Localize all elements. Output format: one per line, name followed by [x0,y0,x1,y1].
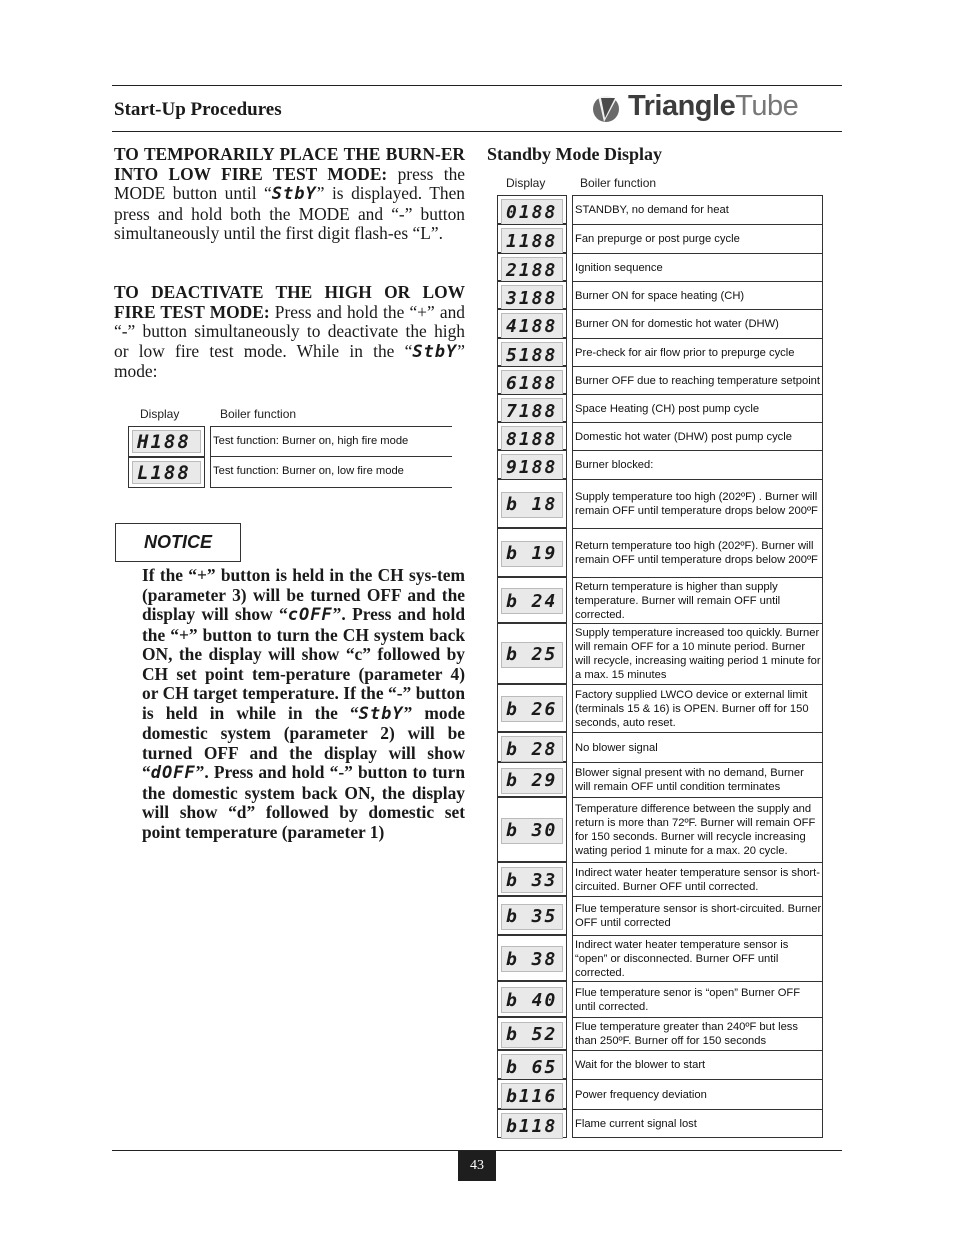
standby-function: Burner blocked: [572,450,823,479]
standby-function: Burner ON for space heating (CH) [572,281,823,309]
standby-function: STANDBY, no demand for heat [572,195,823,224]
lcd-readout: 5188 [501,342,563,368]
notice-text [142,566,465,842]
standby-display-cell [497,309,567,338]
notice-label: NOTICE [115,523,241,562]
standby-function: Return temperature too high (202ºF). Burner will remain OFF until temperature drops below 200ºF [572,528,823,577]
standby-display-cell [497,684,567,732]
test-table-header-function: Boiler function [220,407,297,421]
lcd-readout: 9188 [501,454,563,480]
lcd-readout: 3188 [501,285,563,311]
standby-display-cell [497,577,567,623]
p1-text-b: ” is displayed. Then press and hold both the MODE and “-” button simultaneously until the first digit flash-es “L”. [114,183,465,244]
test-display-high [128,426,205,457]
standby-display-cell [497,896,567,935]
standby-function: Wait for the blower to start [572,1050,823,1079]
standby-function: Indirect water heater temperature sensor is “open” or disconnected. Burner OFF until corrected. [572,935,823,981]
lcd-readout: b116 [501,1083,563,1109]
header-rule-top [112,85,842,86]
page-number: 43 [458,1151,496,1181]
notice-code-coff: cOFF [287,605,333,625]
lcd-readout: b 65 [501,1054,563,1080]
low-fire-test-paragraph [114,145,465,244]
standby-function: Pre-check for air flow prior to prepurge cycle [572,338,823,366]
p2-text-a: Press and hold the “+” and “-” button simultaneously to deactivate the high or low fire test mode. While in the “ [114,301,465,361]
standby-display-cell [497,422,567,450]
lcd-readout: 2188 [501,257,563,283]
standby-display-cell [497,195,567,224]
lcd-readout: b118 [501,1113,563,1139]
standby-function: Ignition sequence [572,253,823,281]
p2-text-b: ” mode: [114,340,465,382]
lcd-readout: 0188 [501,199,563,225]
standby-display-cell [497,732,567,762]
deactivate-test-heading: TO DEACTIVATE THE HIGH OR LOW FIRE TEST MODE: [114,282,465,322]
lcd-readout: b 30 [501,818,563,844]
standby-display-cell [497,394,567,422]
notice-code-doff: dOFF [150,763,196,783]
p2-display-code: StbY [412,341,458,362]
standby-display-cell [497,935,567,981]
triangle-tube-logo-icon [590,92,622,124]
standby-function: Blower signal present with no demand, Burner will remain OFF until condition terminates [572,762,823,797]
lcd-readout: b 24 [501,588,563,614]
standby-header-function: Boiler function [580,176,657,190]
notice-text-4: ”. Press and hold “-” button to turn the domestic system back ON, the display will show “d” followed by domestic set point temperature (parameter 1) [142,762,465,842]
standby-function: Flue temperature sensor is short-circuited. Burner OFF until corrected [572,896,823,935]
standby-display-cell [497,281,567,309]
test-table-header-display: Display [140,407,180,421]
test-function-low: Test function: Burner on, low fire mode [210,457,452,488]
notice-text-3: ” mode domestic system (parameter 2) will be turned OFF and the display will show “ [142,702,466,782]
notice-code-stby: StbY [358,703,404,724]
header-rule-bottom [112,131,842,132]
standby-function: Burner ON for domestic hot water (DHW) [572,309,823,338]
lcd-readout: b 29 [501,768,563,794]
lcd-readout: b 38 [501,946,563,972]
p1-display-code: StbY [271,184,317,205]
standby-function: Return temperature is higher than supply temperature. Burner will remain OFF until corrected. [572,577,823,623]
test-function-high: Test function: Burner on, high fire mode [210,426,452,457]
lcd-readout: b 35 [501,904,563,930]
page-title: Start-Up Procedures [114,99,282,120]
standby-display-cell [497,1050,567,1079]
standby-function: Space Heating (CH) post pump cycle [572,394,823,422]
lcd-readout: 8188 [501,426,563,452]
lcd-readout: b 40 [501,987,563,1013]
lcd-readout: b 33 [501,867,563,893]
lcd-readout: b 52 [501,1022,563,1048]
lcd-readout: b 25 [501,642,563,668]
standby-function: Flame current signal lost [572,1109,823,1138]
lcd-readout: b 19 [501,541,563,567]
standby-display-cell [497,479,567,528]
standby-function: Fan prepurge or post purge cycle [572,224,823,253]
lcd-readout: 6188 [501,370,563,396]
standby-function: Burner OFF due to reaching temperature setpoint [572,366,823,394]
logo-wordmark: TriangleTube [628,90,799,122]
standby-function: Supply temperature too high (202ºF) . Burner will remain OFF until temperature drops below 200ºF [572,479,823,528]
standby-display-cell [497,338,567,366]
standby-function: Indirect water heater temperature sensor is short-circuited. Burner OFF until corrected. [572,862,823,896]
standby-title: Standby Mode Display [487,144,663,164]
deactivate-test-paragraph [114,283,465,382]
p1-text-a: press the MODE button until “ [114,163,465,204]
standby-function: Supply temperature increased too quickly. Burner will remain OFF for a 10 minute period. Burner will recycle, increasing waiting period 1 minute for a max. 15 minutes [572,623,823,684]
brand-logo [590,92,840,126]
standby-display-cell [497,981,567,1017]
standby-function: Power frequency deviation [572,1079,823,1109]
notice-text-2: ”. Press and hold the “+” button to turn the CH system back ON, the display will show “c” followed by CH set point tem-perature (parameter 4) or CH target temperature. If the “-” button is held in while in the “ [142,604,466,723]
lcd-readout: 1188 [501,228,563,254]
lcd-readout: 7188 [501,398,563,424]
lcd-readout: b 18 [501,492,563,518]
standby-header-display: Display [506,176,546,190]
standby-display-cell [497,797,567,862]
lcd-readout: 4188 [501,313,563,339]
standby-function: Flue temperature greater than 240ºF but less than 250ºF. Burner off for 150 seconds [572,1017,823,1050]
standby-display-cell [497,623,567,684]
standby-display-cell [497,1109,567,1138]
standby-display-cell [497,762,567,797]
standby-display-cell [497,366,567,394]
standby-display-cell [497,528,567,577]
low-fire-test-heading: TO TEMPORARILY PLACE THE BURN-ER INTO LOW FIRE TEST MODE: [114,144,465,184]
standby-function: Domestic hot water (DHW) post pump cycle [572,422,823,450]
standby-display-cell [497,862,567,896]
standby-function: Temperature difference between the supply and return is more than 72ºF. Burner will remain OFF for 150 seconds. Burner will recycle increasing wating period 1 minute for a max. 20 cycle. [572,797,823,862]
standby-function: No blower signal [572,732,823,762]
standby-display-cell [497,1017,567,1050]
lcd-readout: b 28 [501,736,563,762]
standby-display-cell [497,1079,567,1109]
standby-function: Flue temperature senor is “open” Burner OFF until corrected. [572,981,823,1017]
standby-display-cell [497,450,567,479]
standby-display-cell [497,253,567,281]
notice-text-1: If the “+” button is held in the CH sys-tem (parameter 3) will be turned OFF and the display will show “ [142,565,465,624]
standby-function: Factory supplied LWCO device or external limit (terminals 15 & 16) is OPEN. Burner off for 150 seconds, auto reset. [572,684,823,732]
standby-display-cell [497,224,567,253]
lcd-readout: H188 [132,430,201,453]
lcd-readout: L188 [132,461,201,484]
test-display-low [128,457,205,488]
lcd-readout: b 26 [501,696,563,722]
